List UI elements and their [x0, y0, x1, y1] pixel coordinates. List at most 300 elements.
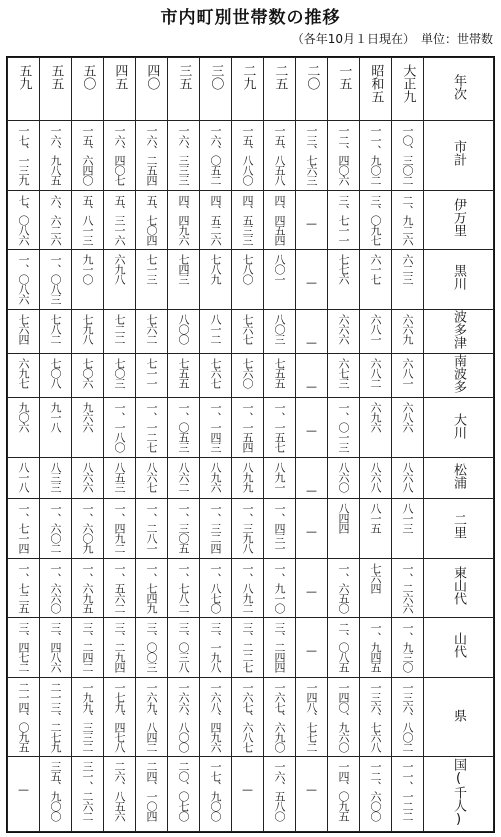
cell-value: 三、四八六 — [49, 622, 62, 673]
table-cell — [168, 499, 200, 559]
cell-value: 一、六五〇 — [337, 562, 350, 613]
table-cell — [264, 618, 296, 678]
row-label-cell — [424, 757, 494, 832]
cell-value: 八一五 — [369, 503, 382, 534]
cell-value: 七〇八 — [49, 357, 62, 388]
cell-value: 七〇三 — [113, 357, 126, 388]
table-cell — [40, 121, 72, 191]
table-cell — [360, 353, 392, 397]
table-cell — [200, 499, 232, 559]
cell-value: 一、〇一三 — [337, 402, 350, 453]
cell-value: 七六〇 — [241, 357, 254, 388]
cell-value: 七四三 — [177, 254, 190, 285]
cell-value: 一九九、三三二 — [81, 681, 94, 752]
cell-value: 一四、〇九五 — [337, 761, 350, 822]
year-label: 二〇 — [304, 64, 320, 90]
table-cell — [168, 121, 200, 191]
table-cell — [104, 457, 136, 498]
cell-value: 一七、一三九 — [17, 125, 30, 185]
cell-value: 四、五三三 — [241, 194, 254, 245]
row-label-cell — [424, 190, 494, 250]
table-cell — [392, 457, 424, 498]
cell-value: 一、六九五 — [81, 562, 94, 613]
empty-dash: — — [306, 335, 317, 349]
table-cell — [232, 618, 264, 678]
table-cell — [104, 190, 136, 250]
cell-value: 八六八 — [401, 461, 414, 492]
cell-value: 五、七〇四 — [145, 194, 158, 245]
cell-value: 八〇〇 — [177, 313, 190, 344]
cell-value: 七〇六 — [81, 357, 94, 388]
cell-value: 二六、八五六 — [113, 761, 126, 822]
year-header — [168, 58, 200, 121]
cell-value: 五、三一六 — [113, 194, 126, 245]
cell-value: 一、一五四 — [241, 402, 254, 453]
table-cell — [392, 618, 424, 678]
year-label: 昭和五 — [368, 64, 384, 103]
year-label: 三〇 — [208, 64, 224, 90]
cell-value: 一五、六四〇 — [81, 125, 94, 185]
table-cell — [264, 499, 296, 559]
cell-value: 一、四九二 — [113, 503, 126, 554]
table-cell — [232, 677, 264, 757]
table-cell — [392, 190, 424, 250]
table-cell — [392, 398, 424, 458]
cell-value: 一、一五七 — [273, 402, 286, 453]
table-cell — [200, 121, 232, 191]
cell-value: 四、四九六 — [177, 194, 190, 245]
table-row — [8, 677, 494, 757]
table-cell — [360, 618, 392, 678]
table-cell — [360, 677, 392, 757]
cell-value: 八一二 — [209, 313, 222, 344]
cell-value: 六八一 — [401, 357, 414, 388]
table-cell — [136, 250, 168, 310]
row-label: 波多津 — [451, 309, 466, 349]
table-row — [8, 457, 494, 498]
cell-value: 一六、四〇七 — [113, 125, 126, 185]
table-cell — [328, 250, 360, 310]
table-cell — [136, 499, 168, 559]
cell-value: 五、八一三 — [81, 194, 94, 245]
table-cell — [392, 353, 424, 397]
table-row — [8, 309, 494, 353]
corner-header — [424, 58, 494, 121]
cell-value: 六八六 — [401, 402, 414, 433]
table-cell — [328, 309, 360, 353]
empty-dash: — — [306, 584, 317, 598]
year-label: 一五 — [336, 64, 352, 90]
table-cell — [200, 250, 232, 310]
table-cell — [200, 618, 232, 678]
table-row — [8, 121, 494, 191]
table-row — [8, 190, 494, 250]
table-cell — [40, 250, 72, 310]
table-cell — [136, 457, 168, 498]
cell-value: 一六、九八五 — [49, 125, 62, 185]
cell-value: 一、三二四 — [209, 503, 222, 554]
table-cell — [168, 309, 200, 353]
year-label: 四五 — [112, 64, 128, 90]
cell-value: 一、〇五三 — [177, 402, 190, 453]
cell-value: 一六、三三三 — [177, 125, 190, 185]
table-cell — [104, 677, 136, 757]
corner-label: 年次 — [451, 74, 466, 100]
table-cell — [264, 121, 296, 191]
cell-value: 一四八、七七二 — [305, 681, 318, 752]
table-cell — [72, 618, 104, 678]
table-cell — [296, 677, 328, 757]
table-row — [8, 757, 494, 832]
table-cell — [392, 309, 424, 353]
household-grid — [7, 57, 494, 832]
year-label: 五〇 — [80, 64, 96, 90]
cell-value: 八五三 — [113, 461, 126, 492]
table-cell — [264, 457, 296, 498]
row-label: 松浦 — [451, 462, 466, 489]
cell-value: 一六六、八〇〇 — [177, 681, 190, 752]
empty-dash: — — [306, 216, 317, 230]
cell-value: 六七三 — [337, 357, 350, 388]
table-cell — [8, 309, 40, 353]
cell-value: 一三六、八〇二 — [401, 681, 414, 752]
table-cell — [168, 398, 200, 458]
cell-value: 六六九 — [401, 313, 414, 344]
year-label: 五九 — [16, 64, 32, 90]
cell-value: 一〇、三〇二 — [401, 125, 414, 185]
table-cell — [360, 190, 392, 250]
row-label: 黒川 — [451, 264, 466, 291]
cell-value: 三、二九四 — [113, 622, 126, 673]
cell-value: 八〇一 — [273, 254, 286, 285]
cell-value: 三、〇〇三 — [145, 622, 158, 673]
year-header — [8, 58, 40, 121]
table-cell — [360, 121, 392, 191]
cell-value: 六八一 — [369, 313, 382, 344]
cell-value: 八〇三 — [273, 313, 286, 344]
table-cell — [392, 499, 424, 559]
cell-value: 八九九 — [241, 461, 254, 492]
table-cell — [328, 558, 360, 618]
cell-value: 一、八九二 — [241, 562, 254, 613]
table-cell — [104, 558, 136, 618]
table-row — [8, 250, 494, 310]
year-header — [40, 58, 72, 121]
table-cell — [232, 121, 264, 191]
table-cell — [8, 618, 40, 678]
year-header — [360, 58, 392, 121]
cell-value: 一六、五八〇 — [273, 761, 286, 822]
table-cell — [136, 121, 168, 191]
table-cell — [328, 457, 360, 498]
table-cell — [40, 190, 72, 250]
cell-value: 七一三 — [145, 254, 158, 285]
table-cell — [232, 499, 264, 559]
cell-value: 一、一八〇 — [113, 402, 126, 453]
row-label-cell — [424, 618, 494, 678]
cell-value: 九〇六 — [17, 402, 30, 433]
table-cell — [72, 121, 104, 191]
year-header — [392, 58, 424, 121]
cell-value: 一、〇八三 — [49, 254, 62, 305]
empty-dash: — — [306, 525, 317, 539]
cell-value: 一七、九〇〇 — [209, 761, 222, 822]
table-cell — [200, 398, 232, 458]
table-cell — [40, 499, 72, 559]
table-cell — [360, 309, 392, 353]
table-cell — [200, 677, 232, 757]
table-cell — [72, 499, 104, 559]
row-label-cell — [424, 353, 494, 397]
table-cell — [296, 309, 328, 353]
table-cell — [360, 757, 392, 832]
row-label: 大川 — [451, 412, 466, 439]
table-cell — [8, 677, 40, 757]
cell-value: 四、五二六 — [209, 194, 222, 245]
cell-value: 六、六二六 — [49, 194, 62, 245]
year-header — [72, 58, 104, 121]
table-cell — [296, 757, 328, 832]
table-cell — [72, 353, 104, 397]
row-label: 東山代 — [451, 566, 466, 606]
table-cell — [8, 250, 40, 310]
cell-value: 一、三〇五 — [177, 503, 190, 554]
table-cell — [296, 190, 328, 250]
table-row — [8, 618, 494, 678]
cell-value: 二〇、〇七〇 — [177, 761, 190, 822]
table-cell — [136, 757, 168, 832]
cell-value: 七五五 — [177, 357, 190, 388]
table-cell — [296, 558, 328, 618]
cell-value: 一、八七〇 — [209, 562, 222, 613]
cell-value: 七、〇八六 — [17, 194, 30, 245]
table-cell — [264, 398, 296, 458]
row-label-cell — [424, 121, 494, 191]
cell-value: 一三六、七六八 — [369, 681, 382, 752]
table-cell — [328, 757, 360, 832]
table-cell — [232, 250, 264, 310]
cell-value: 七五五 — [273, 357, 286, 388]
cell-value: 六六六 — [337, 313, 350, 344]
table-cell — [8, 121, 40, 191]
row-label-cell — [424, 398, 494, 458]
cell-value: 三一、二六二 — [81, 761, 94, 822]
cell-value: 一六、二五四 — [145, 125, 158, 185]
table-cell — [328, 190, 360, 250]
cell-value: 一五、八八〇 — [241, 125, 254, 185]
table-cell — [232, 757, 264, 832]
table-cell — [104, 353, 136, 397]
cell-value: 一六七、六八七 — [241, 681, 254, 752]
cell-value: 三、〇九七 — [369, 194, 382, 245]
empty-dash: — — [242, 783, 253, 797]
table-cell — [296, 457, 328, 498]
cell-value: 九一〇 — [81, 254, 94, 285]
table-cell — [232, 190, 264, 250]
table-cell — [328, 121, 360, 191]
table-cell — [136, 398, 168, 458]
cell-value: 一二、六〇〇 — [369, 761, 382, 822]
table-row — [8, 558, 494, 618]
cell-value: 一、七八二 — [177, 562, 190, 613]
table-cell — [232, 398, 264, 458]
table-cell — [72, 558, 104, 618]
cell-value: 一、〇八六 — [17, 254, 30, 305]
cell-value: 一、一二七 — [145, 402, 158, 453]
table-cell — [392, 121, 424, 191]
table-cell — [40, 398, 72, 458]
cell-value: 七六四 — [369, 562, 382, 593]
cell-value: 一四〇、九六〇 — [337, 681, 350, 752]
household-table — [6, 56, 495, 833]
table-cell — [168, 618, 200, 678]
table-cell — [8, 190, 40, 250]
table-cell — [40, 757, 72, 832]
year-label: 五五 — [48, 64, 64, 90]
row-label: 伊万里 — [451, 198, 466, 238]
row-label-cell — [424, 499, 494, 559]
cell-value: 一六七、六九〇 — [273, 681, 286, 752]
table-cell — [200, 457, 232, 498]
cell-value: 七七六 — [337, 254, 350, 285]
empty-dash: — — [306, 783, 317, 797]
table-subtitle: （各年10月１日現在） 単位：世帯数 — [291, 32, 493, 46]
table-cell — [136, 677, 168, 757]
table-cell — [8, 499, 40, 559]
table-cell — [328, 353, 360, 397]
table-cell — [264, 558, 296, 618]
cell-value: 一、五六二 — [113, 562, 126, 613]
table-cell — [296, 499, 328, 559]
row-label-cell — [424, 677, 494, 757]
row-label: 県 — [451, 709, 466, 723]
row-label-cell — [424, 309, 494, 353]
cell-value: 一一、一二二 — [401, 761, 414, 822]
cell-value: 八一三 — [401, 503, 414, 534]
cell-value: 三、二四二 — [81, 622, 94, 673]
cell-value: 一六八、四九六 — [209, 681, 222, 752]
table-cell — [104, 121, 136, 191]
table-cell — [168, 558, 200, 618]
table-cell — [8, 457, 40, 498]
table-cell — [328, 618, 360, 678]
cell-value: 二一三、二七九 — [49, 681, 62, 752]
table-cell — [72, 677, 104, 757]
cell-value: 一、六六〇 — [49, 562, 62, 613]
table-cell — [168, 677, 200, 757]
table-cell — [40, 677, 72, 757]
year-header — [296, 58, 328, 121]
table-cell — [168, 353, 200, 397]
table-row — [8, 353, 494, 397]
header-row — [8, 58, 494, 121]
table-cell — [40, 309, 72, 353]
year-label: 三五 — [176, 64, 192, 90]
table-cell — [264, 677, 296, 757]
table-cell — [72, 757, 104, 832]
year-label: 四〇 — [144, 64, 160, 90]
table-cell — [392, 677, 424, 757]
row-label-cell — [424, 457, 494, 498]
table-cell — [392, 558, 424, 618]
table-cell — [104, 757, 136, 832]
cell-value: 七二二 — [113, 313, 126, 344]
table-cell — [328, 398, 360, 458]
table-cell — [200, 353, 232, 397]
row-label: 二里 — [451, 513, 466, 540]
year-label: 大正九 — [400, 64, 416, 103]
table-cell — [72, 457, 104, 498]
table-cell — [200, 309, 232, 353]
table-cell — [136, 190, 168, 250]
cell-value: 一、九四五 — [369, 622, 382, 673]
page-title: 市内町別世帯数の推移 — [160, 8, 341, 28]
table-cell — [104, 250, 136, 310]
cell-value: 三、二四四 — [273, 622, 286, 673]
table-cell — [168, 190, 200, 250]
cell-value: 八四四 — [337, 503, 350, 534]
table-cell — [72, 398, 104, 458]
table-cell — [360, 457, 392, 498]
cell-value: 一五、八五八 — [273, 125, 286, 185]
table-cell — [40, 558, 72, 618]
table-cell — [8, 757, 40, 832]
cell-value: 七六四 — [17, 313, 30, 344]
cell-value: 一、六〇二 — [49, 503, 62, 554]
empty-dash: — — [18, 783, 29, 797]
empty-dash: — — [306, 644, 317, 658]
table-cell — [136, 558, 168, 618]
cell-value: 六九八 — [113, 254, 126, 285]
row-label-cell — [424, 250, 494, 310]
table-cell — [8, 398, 40, 458]
cell-value: 六八二 — [369, 357, 382, 388]
row-label: 南波多 — [451, 354, 466, 394]
table-cell — [328, 499, 360, 559]
table-cell — [264, 757, 296, 832]
table-cell — [232, 558, 264, 618]
cell-value: 二四、一〇四 — [145, 761, 158, 822]
table-cell — [328, 677, 360, 757]
table-cell — [296, 353, 328, 397]
cell-value: 一六、〇五二 — [209, 125, 222, 185]
table-cell — [264, 250, 296, 310]
cell-value: 三、〇三八 — [177, 622, 190, 673]
table-cell — [392, 250, 424, 310]
cell-value: 三、一九八 — [209, 622, 222, 673]
table-cell — [392, 757, 424, 832]
cell-value: 七八〇 — [241, 254, 254, 285]
cell-value: 六二三 — [401, 254, 414, 285]
cell-value: 八九一 — [273, 461, 286, 492]
cell-value: 八六〇 — [337, 461, 350, 492]
cell-value: 一、六〇九 — [81, 503, 94, 554]
cell-value: 四、四五四 — [273, 194, 286, 245]
table-cell — [296, 398, 328, 458]
year-label: 二九 — [240, 64, 256, 90]
cell-value: 七六七 — [209, 357, 222, 388]
cell-value: 九六六 — [81, 402, 94, 433]
table-cell — [136, 309, 168, 353]
year-header — [328, 58, 360, 121]
table-row — [8, 499, 494, 559]
table-cell — [40, 353, 72, 397]
cell-value: 一二、四〇六 — [337, 125, 350, 185]
table-cell — [232, 457, 264, 498]
year-header — [200, 58, 232, 121]
cell-value: 六一七 — [369, 254, 382, 285]
table-cell — [40, 457, 72, 498]
